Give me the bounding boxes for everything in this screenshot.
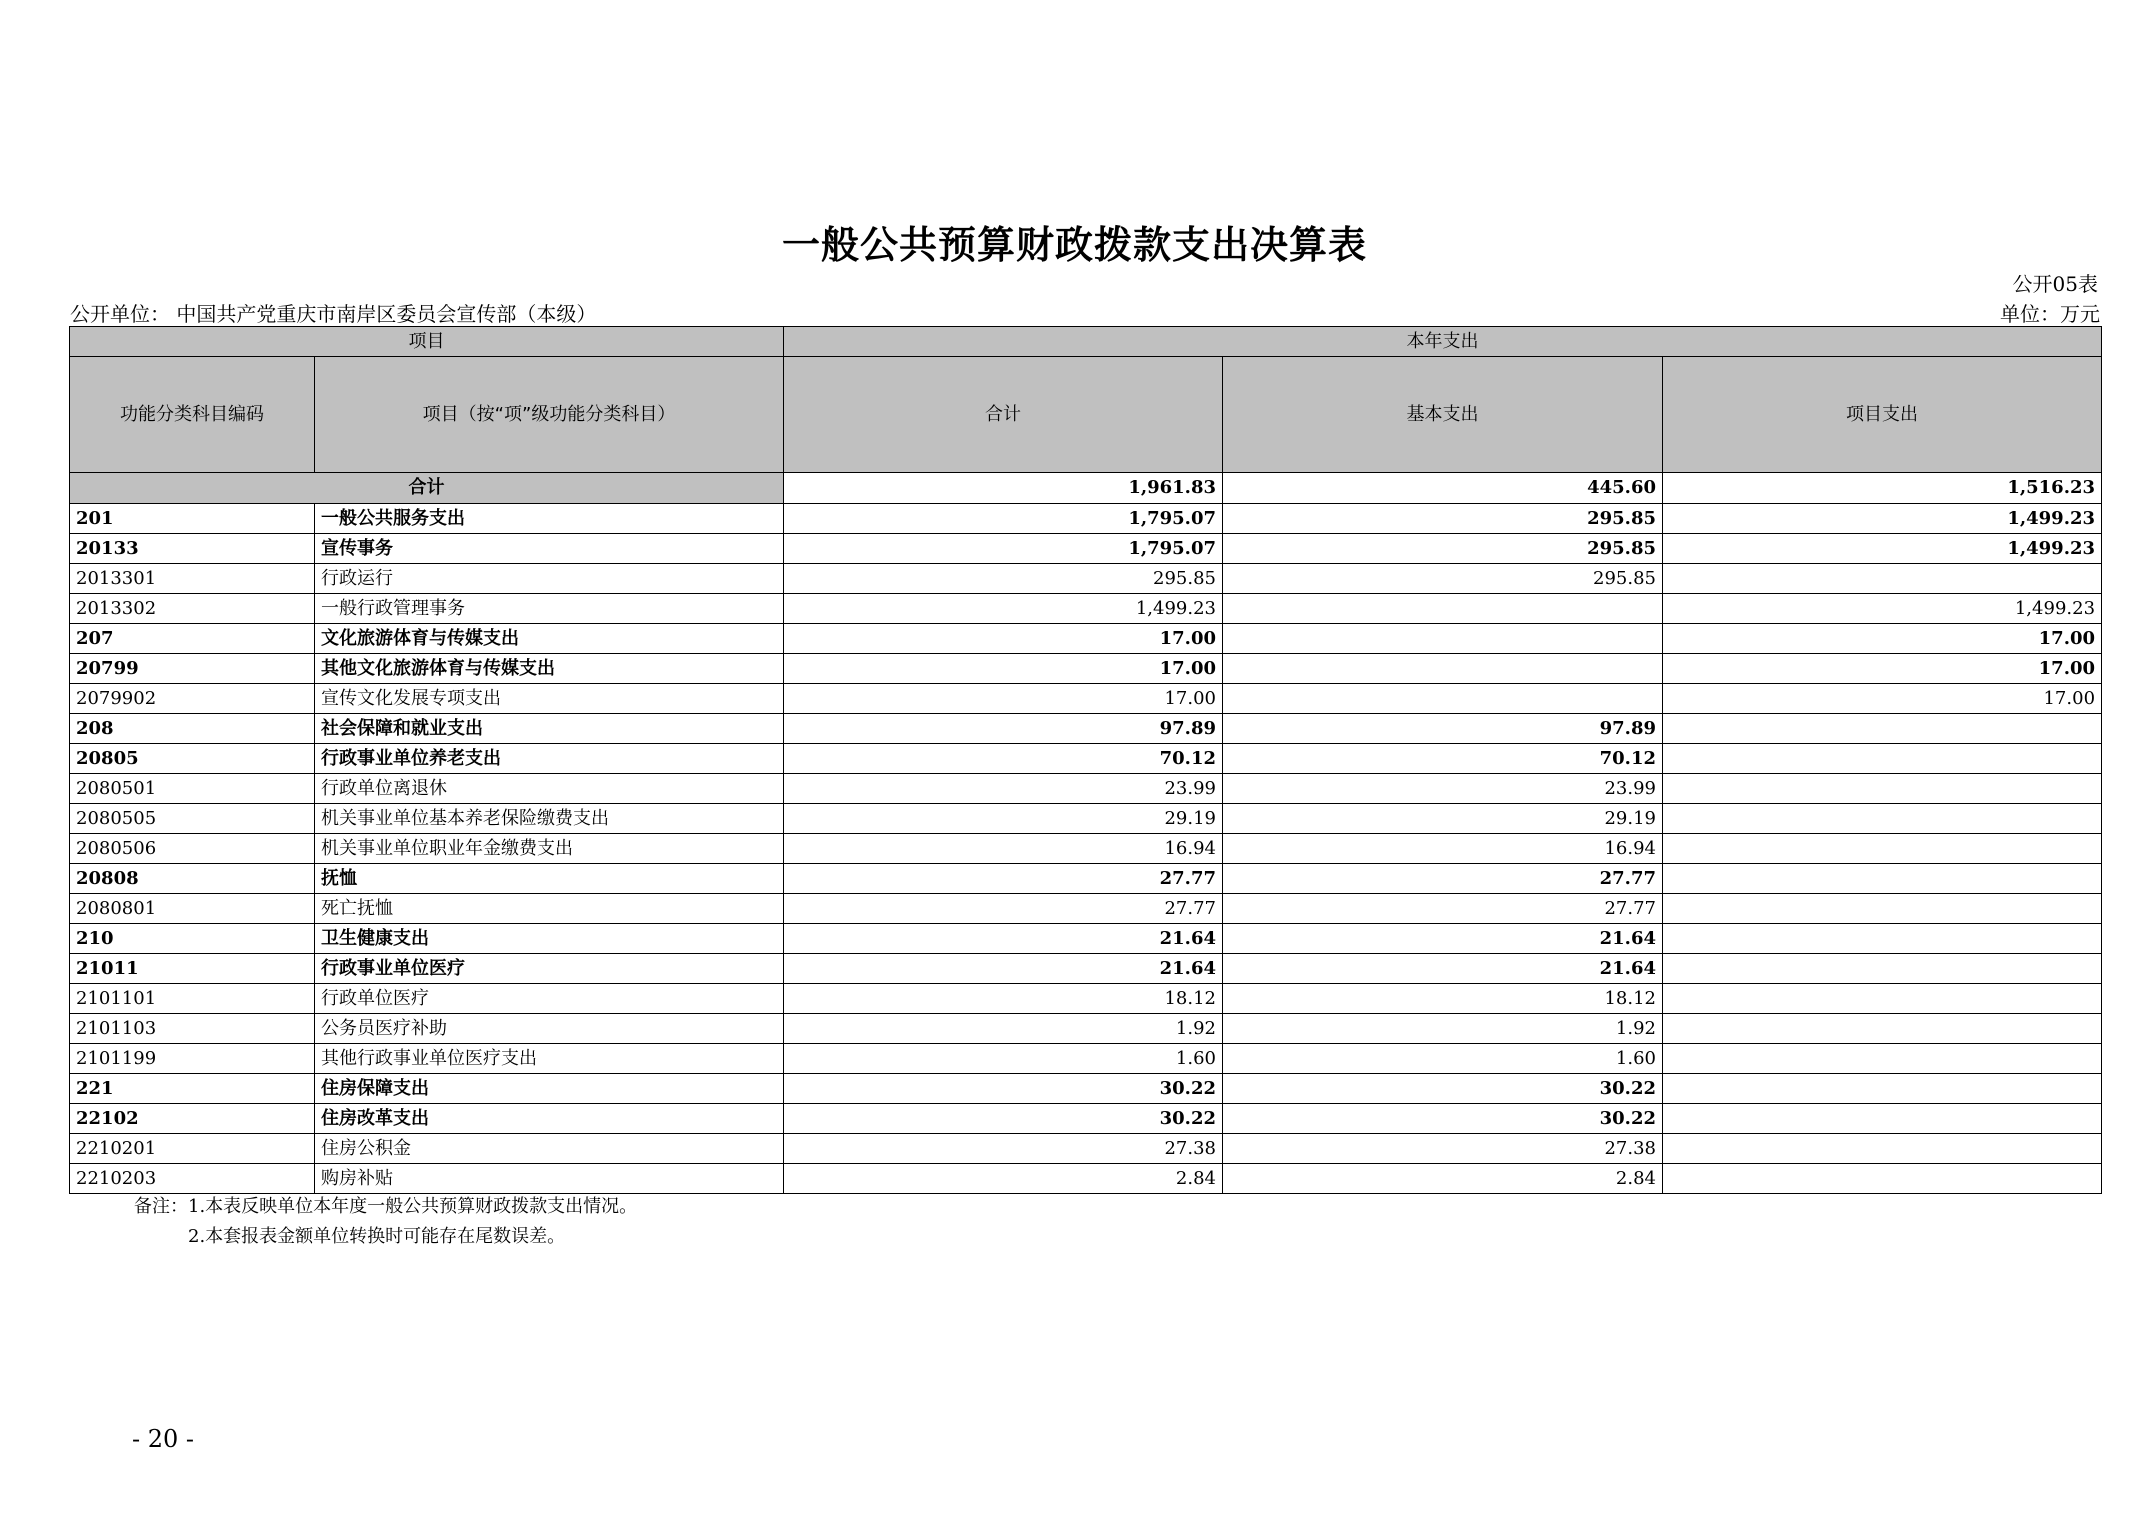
row-total: 30.22	[784, 1104, 1223, 1134]
table-row	[70, 714, 2102, 744]
total-amount: 1,961.83	[784, 473, 1223, 504]
note-line-1: 备注：1.本表反映单位本年度一般公共预算财政拨款支出情况。	[134, 1196, 638, 1217]
row-project	[1663, 744, 2102, 774]
row-project	[1663, 1134, 2102, 1164]
row-basic: 27.77	[1223, 894, 1663, 924]
header-current-year: 本年支出	[784, 327, 2102, 357]
row-project	[1663, 984, 2102, 1014]
row-total: 1,795.07	[784, 534, 1223, 564]
table-row	[70, 954, 2102, 984]
row-name: 行政单位离退休	[315, 774, 784, 804]
table-row	[70, 564, 2102, 594]
row-total: 70.12	[784, 744, 1223, 774]
table-row	[70, 984, 2102, 1014]
row-total: 17.00	[784, 684, 1223, 714]
row-basic	[1223, 684, 1663, 714]
currency-unit: 单位：万元	[2000, 302, 2100, 326]
row-basic: 295.85	[1223, 534, 1663, 564]
row-basic: 2.84	[1223, 1164, 1663, 1194]
notes	[134, 1192, 637, 1252]
row-code: 2080501	[70, 774, 315, 804]
table-row	[70, 1134, 2102, 1164]
row-total: 2.84	[784, 1164, 1223, 1194]
row-basic: 97.89	[1223, 714, 1663, 744]
row-total: 27.77	[784, 894, 1223, 924]
row-project	[1663, 714, 2102, 744]
total-basic: 445.60	[1223, 473, 1663, 504]
header-item-detail: 项目（按“项”级功能分类科目）	[315, 357, 784, 473]
row-name: 住房保障支出	[315, 1074, 784, 1104]
row-name: 行政事业单位养老支出	[315, 744, 784, 774]
row-project	[1663, 1074, 2102, 1104]
row-basic: 295.85	[1223, 504, 1663, 534]
row-total: 30.22	[784, 1074, 1223, 1104]
row-name: 抚恤	[315, 864, 784, 894]
page-title: 一般公共预算财政拨款支出决算表	[781, 222, 1367, 267]
row-code: 201	[70, 504, 315, 534]
row-total: 21.64	[784, 924, 1223, 954]
expenditure-table	[69, 326, 2102, 1194]
row-basic: 1.92	[1223, 1014, 1663, 1044]
row-basic: 18.12	[1223, 984, 1663, 1014]
row-name: 机关事业单位基本养老保险缴费支出	[315, 804, 784, 834]
row-project	[1663, 954, 2102, 984]
table-row	[70, 1164, 2102, 1194]
row-name: 行政单位医疗	[315, 984, 784, 1014]
table-row	[70, 744, 2102, 774]
row-name: 行政事业单位医疗	[315, 954, 784, 984]
row-name: 社会保障和就业支出	[315, 714, 784, 744]
row-project	[1663, 1014, 2102, 1044]
row-code: 2079902	[70, 684, 315, 714]
table-row	[70, 1074, 2102, 1104]
form-number: 公开05表	[2012, 272, 2098, 296]
row-code: 2101103	[70, 1014, 315, 1044]
row-code: 22102	[70, 1104, 315, 1134]
header-code: 功能分类科目编码	[70, 357, 315, 473]
row-basic	[1223, 624, 1663, 654]
row-total: 1,795.07	[784, 504, 1223, 534]
row-basic: 27.77	[1223, 864, 1663, 894]
row-code: 2210203	[70, 1164, 315, 1194]
row-code: 20808	[70, 864, 315, 894]
row-total: 21.64	[784, 954, 1223, 984]
total-project: 1,516.23	[1663, 473, 2102, 504]
row-name: 行政运行	[315, 564, 784, 594]
row-basic: 27.38	[1223, 1134, 1663, 1164]
row-basic: 30.22	[1223, 1104, 1663, 1134]
row-total: 27.77	[784, 864, 1223, 894]
row-name: 宣传事务	[315, 534, 784, 564]
row-name: 机关事业单位职业年金缴费支出	[315, 834, 784, 864]
row-project	[1663, 864, 2102, 894]
table-row	[70, 534, 2102, 564]
row-total: 18.12	[784, 984, 1223, 1014]
row-project	[1663, 1044, 2102, 1074]
row-project	[1663, 834, 2102, 864]
row-project	[1663, 564, 2102, 594]
table-row	[70, 774, 2102, 804]
row-name: 卫生健康支出	[315, 924, 784, 954]
row-project: 1,499.23	[1663, 534, 2102, 564]
table-row	[70, 654, 2102, 684]
row-basic: 16.94	[1223, 834, 1663, 864]
table-row	[70, 624, 2102, 654]
row-code: 2101101	[70, 984, 315, 1014]
row-name: 一般行政管理事务	[315, 594, 784, 624]
header-basic: 基本支出	[1223, 357, 1663, 473]
row-project	[1663, 804, 2102, 834]
row-project	[1663, 1104, 2102, 1134]
row-code: 2210201	[70, 1134, 315, 1164]
table-row	[70, 804, 2102, 834]
table-row	[70, 864, 2102, 894]
row-project	[1663, 894, 2102, 924]
row-code: 221	[70, 1074, 315, 1104]
row-code: 2101199	[70, 1044, 315, 1074]
page-number: - 20 -	[132, 1425, 195, 1453]
row-total: 1.92	[784, 1014, 1223, 1044]
row-code: 2013302	[70, 594, 315, 624]
table-row	[70, 834, 2102, 864]
row-total: 17.00	[784, 624, 1223, 654]
row-name: 住房改革支出	[315, 1104, 784, 1134]
row-basic: 1.60	[1223, 1044, 1663, 1074]
row-total: 27.38	[784, 1134, 1223, 1164]
unit-row	[70, 298, 2100, 327]
row-project	[1663, 924, 2102, 954]
total-label: 合计	[70, 473, 784, 504]
row-project	[1663, 774, 2102, 804]
row-basic	[1223, 654, 1663, 684]
row-name: 其他行政事业单位医疗支出	[315, 1044, 784, 1074]
row-name: 宣传文化发展专项支出	[315, 684, 784, 714]
row-total: 17.00	[784, 654, 1223, 684]
row-project: 17.00	[1663, 624, 2102, 654]
row-code: 2080505	[70, 804, 315, 834]
table-row	[70, 504, 2102, 534]
row-code: 20799	[70, 654, 315, 684]
row-code: 207	[70, 624, 315, 654]
row-total: 295.85	[784, 564, 1223, 594]
row-code: 210	[70, 924, 315, 954]
row-code: 2013301	[70, 564, 315, 594]
row-basic: 23.99	[1223, 774, 1663, 804]
row-code: 20805	[70, 744, 315, 774]
row-project: 17.00	[1663, 654, 2102, 684]
table-row	[70, 924, 2102, 954]
row-name: 住房公积金	[315, 1134, 784, 1164]
row-total: 23.99	[784, 774, 1223, 804]
row-basic	[1223, 594, 1663, 624]
row-total: 97.89	[784, 714, 1223, 744]
row-total: 1.60	[784, 1044, 1223, 1074]
table-row	[70, 684, 2102, 714]
row-code: 2080506	[70, 834, 315, 864]
row-total: 29.19	[784, 804, 1223, 834]
row-code: 21011	[70, 954, 315, 984]
row-name: 其他文化旅游体育与传媒支出	[315, 654, 784, 684]
table-row	[70, 594, 2102, 624]
table-row	[70, 1014, 2102, 1044]
header-project: 项目支出	[1663, 357, 2102, 473]
row-name: 一般公共服务支出	[315, 504, 784, 534]
row-project: 17.00	[1663, 684, 2102, 714]
row-name: 购房补贴	[315, 1164, 784, 1194]
row-code: 2080801	[70, 894, 315, 924]
total-row	[70, 473, 2102, 504]
row-project: 1,499.23	[1663, 504, 2102, 534]
table-row	[70, 1044, 2102, 1074]
row-project	[1663, 1164, 2102, 1194]
row-basic: 30.22	[1223, 1074, 1663, 1104]
row-basic: 21.64	[1223, 954, 1663, 984]
row-code: 20133	[70, 534, 315, 564]
header-total: 合计	[784, 357, 1223, 473]
header-item: 项目	[70, 327, 784, 357]
row-name: 死亡抚恤	[315, 894, 784, 924]
row-basic: 70.12	[1223, 744, 1663, 774]
row-project: 1,499.23	[1663, 594, 2102, 624]
row-basic: 29.19	[1223, 804, 1663, 834]
table-row	[70, 894, 2102, 924]
row-name: 公务员医疗补助	[315, 1014, 784, 1044]
row-total: 1,499.23	[784, 594, 1223, 624]
row-basic: 295.85	[1223, 564, 1663, 594]
row-basic: 21.64	[1223, 924, 1663, 954]
table-row	[70, 1104, 2102, 1134]
row-name: 文化旅游体育与传媒支出	[315, 624, 784, 654]
reporting-unit: 公开单位： 中国共产党重庆市南岸区委员会宣传部（本级）	[70, 302, 597, 326]
row-total: 16.94	[784, 834, 1223, 864]
note-line-2: 2.本套报表金额单位转换时可能存在尾数误差。	[188, 1226, 566, 1247]
row-code: 208	[70, 714, 315, 744]
